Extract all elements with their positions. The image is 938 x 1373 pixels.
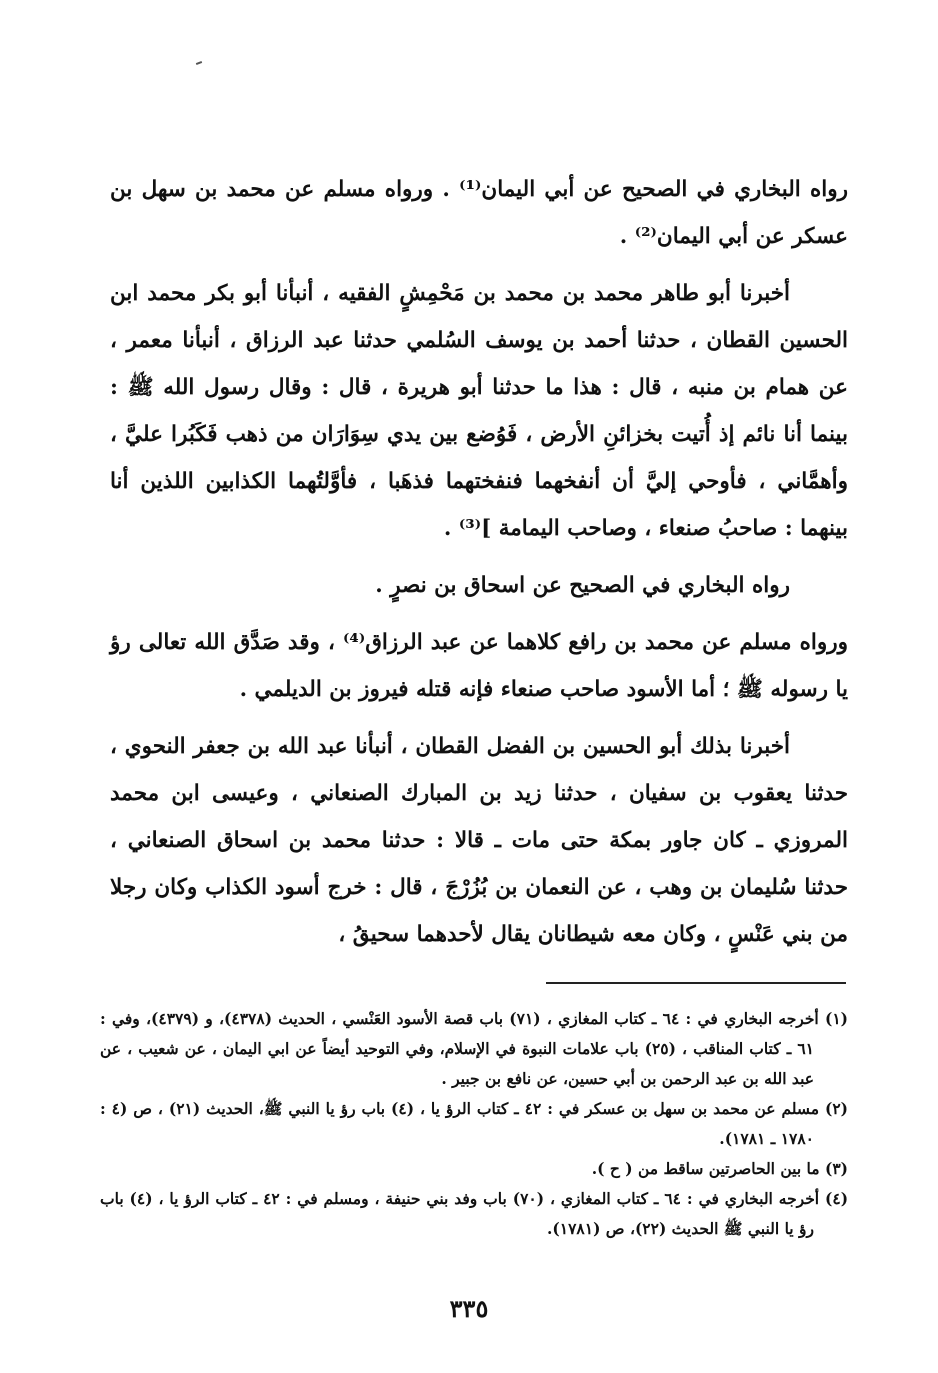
paragraph-3: رواه البخاري في الصحيح عن اسحاق بن نصرٍ . — [375, 573, 790, 598]
paragraph-2: أخبرنا أبو طاهر محمد بن محمد بن مَحْمِشٍ الفقيه ، أنبأنا أبو بكر محمد ابن الحسين القطان ، حدثنا أحمد بن يوسف السُلمي حدثنا عبد الرزاق ، أنبأنا معمر ، عن همام بن منبه ، قال : هذا ما حدثنا أبو هريرة ، قال : وقال رسول الله ﷺ : بينما أنا نائم إذ أُتيت بخزائنِ الأرض ، فَوُضع بين يدي سِوَارَان من ذهب فَكَبُرا عليَّ ، وأهمَّاني ، فأوحي إليَّ أن أنفخهما فنفختهما فذهَبا ، فأوَّلتُهما الكذابين اللذين أنا بينهما : صاحبُ صنعاء ، وصاحب اليمامة ]⁽³⁾ . — [110, 281, 848, 541]
footnote-2: (٢) مسلم عن محمد بن سهل بن عسكر في : ٤٢ ـ كتاب الرؤ يا ، (٤) باب رؤ يا النبي ﷺ، الحديث (٢١) ، ص (٤ : ١٧٨٠ ـ ١٧٨١). — [100, 1099, 848, 1148]
footnote-3: (٣) ما بين الحاصرتين ساقط من ( ح ). — [591, 1159, 848, 1178]
paragraph-1: رواه البخاري في الصحيح عن أبي اليمان⁽¹⁾ . ورواه مسلم عن محمد بن سهل بن عسكر عن أبي اليمان⁽²⁾ . — [110, 177, 848, 249]
footnote-4: (٤) أخرجه البخاري في : ٦٤ ـ كتاب المغازي ، (٧٠) باب وفد بني حنيفة ، ومسلم في : ٤٢ ـ كتاب الرؤ يا ، (٤) باب رؤ يا النبي ﷺ الحديث (٢٢)، ص (١٧٨١). — [100, 1189, 849, 1238]
paragraph-5: أخبرنا بذلك أبو الحسين بن الفضل القطان ، أنبأنا عبد الله بن جعفر النحوي ، حدثنا يعقوب بن سفيان ، حدثنا زيد بن المبارك الصنعاني ، وعيسى ابن محمد المروزي ـ كان جاور بمكة حتى مات ـ قالا : حدثنا محمد بن اسحاق الصنعاني ، حدثنا سُليمان بن وهب ، عن النعمان بن بُزُرْجَ ، قال : خرج أسود الكذاب وكان رجلا من بني عَنْسٍ ، وكان معه شيطانان يقال لأحدهما سحيقُ ، — [110, 734, 848, 947]
footnote-separator — [546, 982, 846, 984]
main-text — [110, 166, 848, 968]
footnotes — [100, 1004, 848, 1244]
paragraph-4: ورواه مسلم عن محمد بن رافع كلاهما عن عبد الرزاق⁽⁴⁾ ، وقد صَدَّق الله تعالى رؤ يا رسوله ﷺ ؛ أما الأسود صاحب صنعاء فإنه قتله فيروز بن الديلمي . — [110, 630, 848, 702]
scan-speck — [196, 61, 202, 65]
page-number: ٣٣٥ — [449, 1294, 489, 1323]
footnote-1: (١) أخرجه البخاري في : ٦٤ ـ كتاب المغازي ، (٧١) باب قصة الأسود العَنْسي ، الحديث (٤٣٧٨)، و (٤٣٧٩)، وفي : ٦١ ـ كتاب المناقب ، (٢٥) باب علامات النبوة في الإسلام، وفي التوحيد أيضاً عن ابي اليمان ، عن شعيب ، عن عبد الله بن عبد الرحمن بن أبي حسين، عن نافع بن جبير . — [100, 1009, 848, 1088]
